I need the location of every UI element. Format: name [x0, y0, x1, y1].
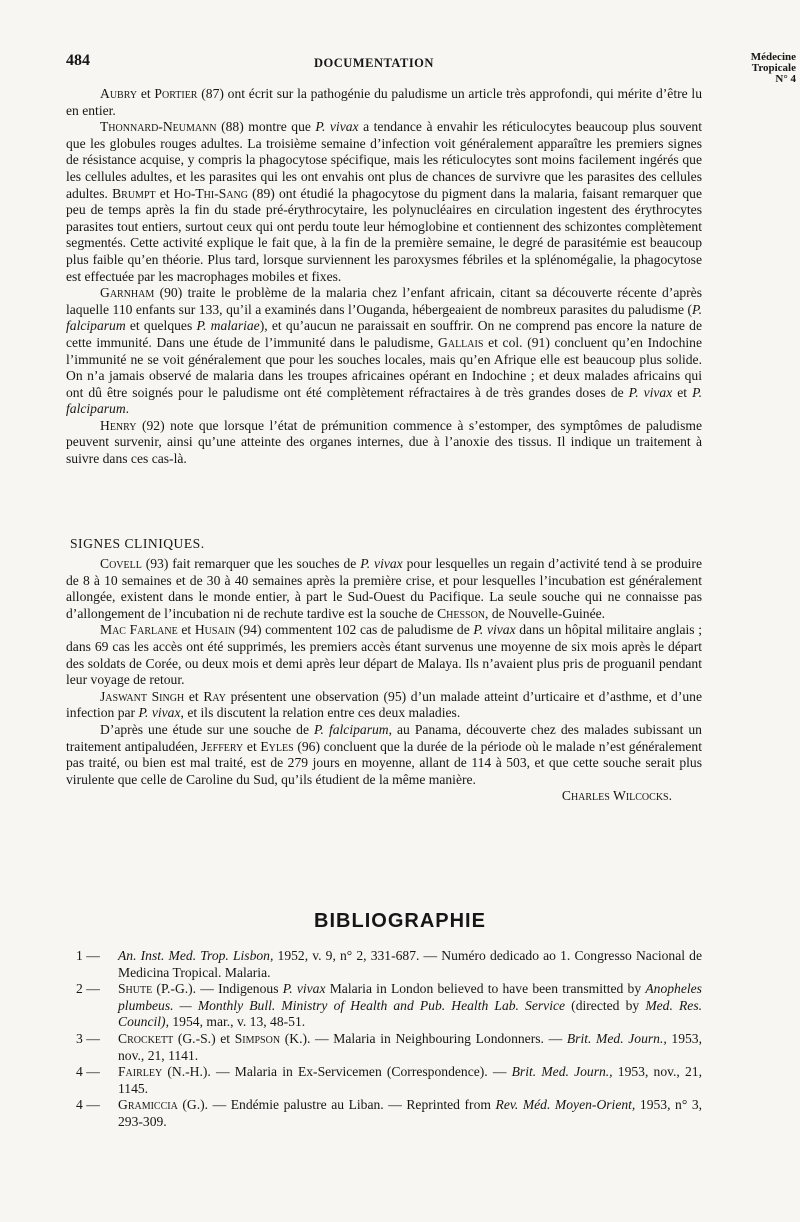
- italic-text: P. falciparum: [66, 384, 703, 417]
- text-run: (92) note que lorsque l’état de prémunition commence à s’estomper, des symptômes de paludisme peuvent survenir, ainsi qu’une atteinte des organes internes, due à l’anoxie des tissus. Il indique un traitement à suivre dans ces cas-là.: [66, 417, 702, 467]
- italic-text: P. vivax: [282, 981, 326, 997]
- author-name: Covell: [100, 556, 142, 571]
- text-run: (P.-G.). — Indigenous: [152, 981, 283, 997]
- italic-text: P. vivax: [628, 384, 673, 400]
- author-name: Thonnard-Neumann: [100, 119, 217, 135]
- text-run: , de Nouvelle-Guinée.: [485, 605, 606, 621]
- text-run: et: [137, 86, 155, 101]
- text-run: (90) traite le problème de la malaria chez l’enfant africain, citant sa découverte récente d’après laquelle 110 enfants sur 133, qu’il a examinés dans l’Ouganda, hébergeaient de nombreux parasites du paludisme (: [66, 285, 702, 317]
- text-run: et: [243, 738, 261, 754]
- author-name: Aubry: [100, 86, 138, 101]
- italic-text: Brit. Med. Journ.,: [511, 1064, 613, 1080]
- italic-text: P. falciparum: [313, 721, 389, 737]
- text-run: pour lesquelles un regain d’activité tend à se produire de 8 à 10 semaines et de 30 à 40 semaines après la première crise, et pour lesquelles l’incubation est généralement allongée, existent dans le monde entier, à part le Sud-Ouest du Pacifique. La seule souche qui ne connaisse pas d’allongement de l’incubation ni de rechute tardive est la souche de: [66, 556, 702, 621]
- text-run: 1953, nov., 21, 1141.: [118, 1030, 703, 1063]
- text-run: (87) ont écrit sur la pathogénie du paludisme un article très approfondi, qui mérite d’être lu en entier.: [66, 86, 702, 118]
- text-run: (directed by: [565, 997, 646, 1013]
- text-run: (89) ont étudié la phagocytose du pigment dans la malaria, faisant remarquer que peu de temps après la fin du stade pré-érythrocytaire, les polynucléaires en circulation ingestent des érythrocytes parasites tout entiers, surtout ceux qui ont perdu toute leur hémoglobine et contiennent des schizontes complètement segmentés. Cette activité explique le fait que, à la fin de la première semaine, le degré de parasitémie est beaucoup plus faible qu’en théorie. Plus tard, lorsque surviennent les paroxysmes fébriles et la splénomégalie, la phagocytose est effectuée par les macrophages mobiles et fixes.: [66, 185, 702, 284]
- text-run: 1954, mar., v. 13, 48-51.: [168, 1014, 306, 1030]
- section-pathogenie: [66, 86, 702, 468]
- paragraph: [66, 418, 702, 468]
- italic-text: P. vivax: [138, 705, 181, 721]
- text-run: 1952, v. 9, n° 2, 331-687. — Numéro dedicado ao 1. Congresso Nacional de Medicina Tropical. Malaria.: [118, 948, 702, 980]
- italic-text: P. vivax: [315, 119, 359, 135]
- text-run: (88) montre que: [216, 119, 316, 135]
- author-name: Shute: [118, 981, 153, 997]
- italic-text: Anopheles plumbeus. — Monthly Bull. Ministry of Health and Pub. Health Lab. Service: [118, 981, 702, 1013]
- italic-text: An. Inst. Med. Trop. Lisbon,: [118, 948, 274, 963]
- author-name: Husain: [194, 622, 236, 638]
- bibliography-entry-number: 4 —: [76, 1064, 100, 1080]
- italic-text: P. malariae: [196, 318, 260, 334]
- author-name: Eyles: [260, 738, 294, 754]
- paragraph: [66, 119, 702, 285]
- author-name: Ho-Thi-Sang: [173, 185, 248, 201]
- author-name: Portier: [154, 86, 198, 101]
- bibliography-entry-text: [118, 1031, 702, 1064]
- bibliography-entry: [76, 948, 702, 981]
- text-run: et: [155, 185, 174, 201]
- running-title: DOCUMENTATION: [314, 56, 434, 70]
- text-run: a tendance à envahir les réticulocytes beaucoup plus souvent que les globules rouges adultes. La troisième semaine d’infection voit généralement apparaître les premiers signes de résistance acquise, y compris la phagocytose spécifique, mais les réticulocytes sont moins facilement ingérés que les cellules adultes, et les parasites qui les ont envahis ont plus de chances de survivre que les parasites des cellules adultes.: [66, 119, 702, 201]
- author-name: Mac Farlane: [100, 622, 178, 638]
- bibliography-entry: [76, 1097, 702, 1130]
- author-name: Henry: [100, 417, 137, 433]
- bibliography-entry: [76, 1064, 702, 1097]
- text-run: D’après une étude sur une souche de: [100, 721, 314, 737]
- bibliography-entry-number: 2 —: [76, 981, 100, 997]
- paragraph: [66, 556, 702, 622]
- journal-tag-line: N° 4: [775, 73, 796, 85]
- text-run: (96) concluent que la durée de la période où le malade n’est généralement pas traité, ou bien est mal traité, est de 279 jours en moyenne, allant de 114 à 503, et que cette souche serait plus virulente que celle de Caroline du Sud, qu’ils étudient de la même manière.: [66, 738, 702, 787]
- author-signature: Charles Wilcocks.: [561, 788, 672, 804]
- text-run: et col. (91) concluent qu’en Indochine l’immunité ne se voit généralement que pour les souches locales, mais qu’en Afrique elle est beaucoup plus solide. On n’a jamais observé de malaria dans les troupes africaines opérant en Indochine ; et deux malades africains qui ont dû être soignés pour le paludisme ont été complètement réfractaires à de très grandes doses de: [66, 334, 702, 400]
- bibliography-entry-text: [118, 981, 702, 1031]
- italic-text: P. vivax: [360, 556, 403, 571]
- author-name: Chesson: [437, 605, 486, 621]
- author-name: Jeffery: [201, 738, 244, 754]
- text-run: ), et qu’aucun ne paraissait en souffrir. On ne comprend pas encore la nature de cette immunité. Dans une étude de l’immunité dans le paludisme,: [66, 318, 703, 350]
- author-name: Crockett: [118, 1030, 174, 1046]
- text-run: présentent une observation (95) d’un malade atteint d’urticaire et d’asthme, et d’une infection par: [66, 688, 702, 721]
- author-name: Gramiccia: [118, 1097, 178, 1113]
- italic-text: Rev. Méd. Moyen-Orient,: [495, 1097, 636, 1113]
- italic-text: P. vivax: [473, 622, 516, 638]
- author-name: Brumpt: [112, 185, 156, 201]
- text-run: 1953, n° 3, 293-309.: [118, 1097, 703, 1129]
- bibliography-entry: [76, 1031, 702, 1064]
- author-name: Simpson: [234, 1030, 281, 1046]
- text-run: et: [184, 688, 204, 704]
- text-run: (93) fait remarquer que les souches de: [141, 556, 361, 571]
- section-title-signes-cliniques: SIGNES CLINIQUES.: [70, 536, 205, 551]
- paragraph: [66, 689, 702, 722]
- bibliography-list: [76, 948, 702, 1131]
- author-name: Fairley: [118, 1064, 163, 1080]
- bibliography-entry-number: 4 —: [76, 1097, 100, 1113]
- text-run: (G.). — Endémie palustre au Liban. — Reprinted from: [177, 1097, 496, 1113]
- paragraph: [66, 86, 702, 119]
- bibliography-entry-text: [118, 948, 702, 981]
- text-run: et: [672, 384, 693, 400]
- bibliography-title: BIBLIOGRAPHIE: [314, 910, 486, 932]
- author-name: Gallais: [438, 334, 484, 350]
- text-run: (K.). — Malaria in Neighbouring Londonners. —: [280, 1030, 567, 1046]
- page-number: 484: [66, 52, 90, 69]
- text-run: (94) commentent 102 cas de paludisme de: [235, 622, 474, 638]
- paragraph: [66, 285, 702, 418]
- text-run: 1953, nov., 21, 1145.: [118, 1064, 702, 1096]
- author-name: Ray: [203, 688, 226, 704]
- text-run: .: [125, 401, 130, 417]
- italic-text: Brit. Med. Journ.,: [566, 1030, 667, 1046]
- author-name: Garnham: [100, 285, 155, 301]
- bibliography-entry: [76, 981, 702, 1031]
- text-run: (G.-S.) et: [173, 1030, 235, 1046]
- bibliography-entry-number: 1 —: [76, 948, 100, 963]
- bibliography-entry-text: [118, 1064, 702, 1097]
- author-name: Jaswant Singh: [100, 688, 185, 704]
- bibliography-entry-text: [118, 1097, 702, 1130]
- italic-text: Med. Res. Council),: [118, 997, 703, 1030]
- text-run: (N.-H.). — Malaria in Ex-Servicemen (Correspondence). —: [162, 1064, 512, 1080]
- paragraph: [66, 622, 702, 688]
- text-run: , au Panama, découverte chez des malades subissant un traitement antipaludéen,: [66, 721, 702, 754]
- text-run: dans un hôpital militaire anglais ; dans 69 cas les accès ont été supprimés, les premiers accès étant survenus une moyenne de six mois après le départ des soldats de Corée, ou deux mois et demi après leur départ de Malaya. Ils n’avaient plus pris de proguanil pendant leur voyage de retour.: [66, 622, 703, 688]
- text-run: , et ils discutent la relation entre ces deux maladies.: [180, 705, 461, 721]
- text-run: Malaria in London believed to have been transmitted by: [325, 981, 646, 997]
- bibliography-entry-number: 3 —: [76, 1030, 100, 1046]
- journal-tag-line: Médecine: [750, 51, 796, 63]
- text-run: et: [177, 622, 195, 638]
- section-signes-cliniques: [66, 556, 702, 805]
- journal-tag: [751, 52, 796, 85]
- journal-tag-line: Tropicale: [751, 62, 796, 74]
- paragraph: [66, 722, 702, 788]
- text-run: et quelques: [125, 318, 197, 334]
- italic-text: P. falciparum: [66, 301, 702, 334]
